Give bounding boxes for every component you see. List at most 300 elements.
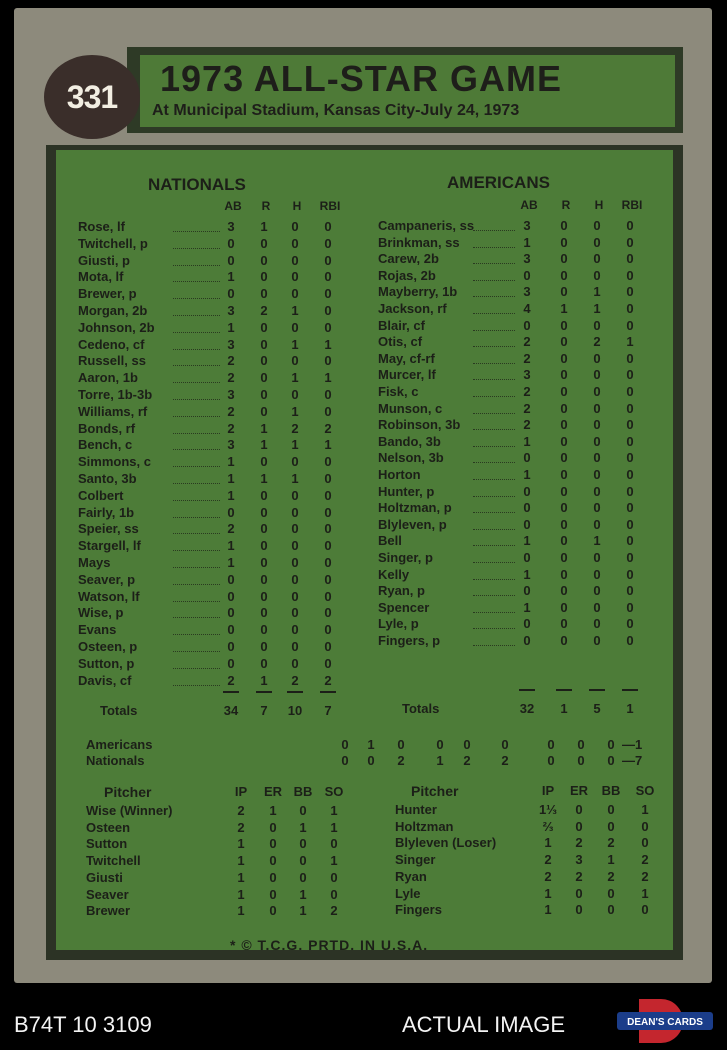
stat-cell: 1: [227, 269, 235, 285]
pitching-cell: 2: [575, 835, 583, 851]
leader-dots: [473, 579, 515, 580]
stat-cell: 0: [560, 583, 568, 599]
pitcher-name: Fingers: [395, 902, 442, 918]
stat-cell: 0: [626, 566, 634, 582]
pitching-cell: 1: [299, 819, 307, 835]
leader-dots: [473, 496, 515, 497]
stat-cell: 0: [324, 235, 332, 251]
nationals-header: NATIONALS: [148, 175, 246, 194]
stat-cell: 0: [227, 286, 235, 302]
stat-cell: 0: [523, 583, 531, 599]
stat-cell: 0: [626, 583, 634, 599]
stat-cell: 0: [260, 252, 268, 268]
pitcher-name: Ryan: [395, 868, 427, 884]
stat-cell: 0: [626, 284, 634, 300]
pitching-cell: 0: [299, 803, 307, 818]
batting-col-header: R: [561, 198, 571, 212]
stat-cell: 0: [260, 538, 268, 554]
leader-dots: [173, 298, 220, 299]
batter-name: Otis, cf: [378, 334, 423, 350]
total-cell: 10: [287, 703, 303, 718]
stat-cell: 0: [626, 500, 634, 516]
batter-name: Munson, c: [378, 400, 443, 416]
leader-dots: [473, 363, 515, 364]
batter-name: Kelly: [378, 566, 410, 582]
stat-cell: 0: [291, 252, 299, 268]
stat-cell: 3: [523, 218, 531, 233]
stat-cell: 0: [291, 504, 299, 520]
pitcher-name: Holtzman: [395, 818, 454, 834]
stat-cell: 0: [324, 588, 332, 604]
stat-cell: 0: [626, 400, 634, 416]
stat-cell: 0: [260, 319, 268, 335]
pitching-cell: 0: [575, 902, 583, 918]
batter-name: Holtzman, p: [378, 500, 452, 516]
stat-cell: 1: [260, 672, 268, 688]
stat-cell: 0: [260, 235, 268, 251]
stat-cell: 1: [227, 538, 235, 554]
batter-name: Blair, cf: [378, 317, 425, 333]
pitching-cell: 0: [575, 818, 583, 834]
stat-cell: 3: [227, 219, 235, 234]
stat-cell: 0: [560, 251, 568, 267]
leader-dots: [473, 413, 515, 414]
stat-cell: 3: [227, 387, 235, 402]
stat-cell: 2: [227, 370, 235, 386]
stat-cell: 0: [593, 616, 601, 632]
leader-dots: [473, 612, 515, 613]
leader-dots: [173, 483, 220, 484]
inning-cell: 2: [501, 753, 509, 768]
leader-dots: [173, 685, 220, 686]
stat-cell: 0: [593, 599, 601, 615]
batting-col-header: AB: [520, 198, 538, 212]
stat-cell: 2: [523, 334, 531, 350]
linescore-final: —1: [622, 737, 643, 752]
pitching-cell: ⅔: [542, 818, 554, 834]
batter-name: Evans: [78, 622, 117, 638]
stat-cell: 3: [227, 336, 235, 352]
stat-cell: 0: [560, 218, 568, 233]
pitching-cell: 0: [607, 885, 615, 901]
batter-name: Fairly, 1b: [78, 504, 135, 520]
stat-cell: 0: [523, 483, 531, 499]
stat-cell: 0: [626, 384, 634, 399]
stat-cell: 0: [560, 633, 568, 648]
stat-cell: 0: [560, 417, 568, 433]
total-cell: 5: [593, 701, 601, 716]
stat-cell: 0: [593, 417, 601, 433]
batting-col-header: RBI: [621, 198, 643, 212]
pitching-cell: 1: [237, 853, 245, 869]
stat-cell: 2: [593, 334, 601, 350]
stat-cell: 0: [260, 521, 268, 537]
stat-cell: 1: [260, 219, 268, 234]
pitching-cell: 3: [575, 852, 583, 868]
leader-dots: [473, 429, 515, 430]
inning-cell: 0: [607, 753, 615, 768]
stat-cell: 0: [260, 269, 268, 285]
batter-name: Fingers, p: [378, 633, 441, 648]
stat-cell: 0: [227, 639, 235, 654]
pitching-cell: 0: [330, 886, 338, 902]
inning-cell: 0: [501, 737, 509, 752]
leader-dots: [173, 500, 220, 501]
batter-name: Campaneris, ss: [378, 218, 475, 233]
stat-cell: 0: [324, 538, 332, 554]
pitching-cell: 0: [330, 869, 338, 885]
stat-cell: 0: [626, 234, 634, 250]
stat-cell: 1: [593, 284, 601, 300]
leader-dots: [173, 668, 220, 669]
stat-cell: 0: [523, 450, 531, 466]
stat-cell: 0: [260, 370, 268, 386]
stat-cell: 1: [227, 454, 235, 470]
stat-cell: 0: [626, 317, 634, 333]
stat-cell: 0: [260, 639, 268, 654]
leader-dots: [173, 365, 220, 366]
stat-cell: 0: [227, 655, 235, 671]
stat-cell: 0: [291, 387, 299, 402]
stat-cell: 2: [291, 672, 299, 688]
stat-cell: 3: [523, 284, 531, 300]
pitching-cell: 0: [269, 836, 277, 852]
pitching-cell: 0: [330, 836, 338, 852]
leader-dots: [473, 280, 515, 281]
stat-cell: 1: [523, 467, 531, 482]
stat-cell: 2: [227, 403, 235, 419]
leader-dots: [173, 601, 220, 602]
total-cell: 7: [260, 703, 268, 718]
pitcher-header: Pitcher: [411, 783, 459, 799]
stat-cell: 0: [291, 655, 299, 671]
pitching-cell: 0: [299, 836, 307, 852]
stat-cell: 3: [227, 303, 235, 318]
pitching-cell: 1: [330, 819, 338, 835]
pitching-cell: 2: [237, 803, 245, 818]
leader-dots: [473, 645, 515, 646]
stat-cell: 3: [227, 437, 235, 453]
stat-cell: 0: [227, 571, 235, 587]
stat-cell: 2: [227, 521, 235, 537]
batter-name: Russell, ss: [78, 353, 146, 369]
leader-dots: [473, 230, 515, 231]
deans-cards-logo: [617, 997, 713, 1045]
linescore-team: Nationals: [86, 753, 145, 768]
stat-cell: 1: [324, 370, 332, 386]
pitching-cell: 0: [269, 853, 277, 869]
stat-cell: 1: [324, 437, 332, 453]
stat-cell: 0: [260, 655, 268, 671]
pitching-cell: 2: [330, 903, 338, 919]
inning-cell: 0: [577, 753, 585, 768]
pitching-cell: 0: [575, 885, 583, 901]
pitching-cell: 2: [641, 868, 649, 884]
inning-cell: 0: [577, 737, 585, 752]
batter-name: Davis, cf: [78, 672, 132, 688]
stat-cell: 0: [291, 622, 299, 638]
stat-cell: 0: [227, 605, 235, 621]
stat-cell: 0: [324, 655, 332, 671]
stat-cell: 1: [291, 403, 299, 419]
batter-name: Simmons, c: [78, 454, 151, 470]
stat-cell: 0: [260, 403, 268, 419]
batter-name: Blyleven, p: [378, 516, 447, 532]
pitching-cell: 1: [544, 885, 552, 901]
stat-cell: 0: [560, 550, 568, 565]
stat-cell: 0: [523, 317, 531, 333]
stat-cell: 0: [626, 599, 634, 615]
pitching-col-header: IP: [541, 783, 555, 798]
batter-name: Ryan, p: [378, 583, 425, 599]
stat-cell: 1: [260, 420, 268, 436]
inventory-code: B74T 10 3109: [14, 1012, 152, 1037]
batter-name: Cedeno, cf: [78, 336, 145, 352]
stat-cell: 2: [523, 400, 531, 416]
totals-label: Totals: [402, 701, 440, 716]
totals-rule: [622, 689, 638, 691]
stat-cell: 1: [523, 234, 531, 250]
stat-cell: 2: [324, 420, 332, 436]
leader-dots: [473, 545, 515, 546]
stat-cell: 0: [324, 403, 332, 419]
stat-cell: 2: [523, 350, 531, 366]
pitching-cell: 1: [607, 852, 615, 868]
inning-cell: 0: [607, 737, 615, 752]
stat-cell: 0: [260, 622, 268, 638]
totals-label: Totals: [100, 703, 138, 718]
batting-col-header: R: [261, 199, 271, 213]
inning-cell: 0: [547, 753, 555, 768]
batter-name: Wise, p: [78, 605, 124, 621]
stat-cell: 0: [324, 269, 332, 285]
pitching-cell: 1: [544, 902, 552, 918]
pitcher-name: Hunter: [395, 802, 437, 817]
leader-dots: [173, 517, 220, 518]
batter-name: Rose, lf: [78, 219, 125, 234]
stat-cell: 0: [593, 550, 601, 565]
pitching-cell: 1: [330, 803, 338, 818]
stat-cell: 1: [291, 437, 299, 453]
batter-name: Bonds, rf: [78, 420, 136, 436]
leader-dots: [173, 332, 220, 333]
stat-cell: 0: [523, 550, 531, 565]
leader-dots: [473, 529, 515, 530]
batter-name: Aaron, 1b: [78, 370, 138, 386]
stat-cell: 0: [523, 633, 531, 648]
batter-name: Singer, p: [378, 550, 433, 565]
stat-cell: 0: [593, 218, 601, 233]
pitching-cell: 1: [299, 886, 307, 902]
pitching-cell: 0: [641, 902, 649, 918]
stat-cell: 2: [227, 672, 235, 688]
stat-cell: 0: [324, 487, 332, 503]
stat-cell: 0: [324, 252, 332, 268]
leader-dots: [473, 512, 515, 513]
leader-dots: [173, 231, 220, 232]
total-cell: 1: [560, 701, 568, 716]
stat-cell: 1: [523, 533, 531, 549]
batter-name: Hunter, p: [378, 483, 435, 499]
stat-cell: 0: [593, 433, 601, 449]
pitching-col-header: SO: [324, 784, 344, 799]
stat-cell: 0: [560, 350, 568, 366]
leader-dots: [173, 416, 220, 417]
stat-cell: 1: [324, 336, 332, 352]
stat-cell: 0: [291, 487, 299, 503]
pitching-cell: 2: [641, 852, 649, 868]
stat-cell: 0: [560, 483, 568, 499]
pitching-cell: 1: [641, 885, 649, 901]
leader-dots: [473, 462, 515, 463]
pitching-cell: 1⅓: [538, 802, 558, 817]
stat-cell: 0: [593, 234, 601, 250]
leader-dots: [473, 296, 515, 297]
stat-cell: 1: [291, 336, 299, 352]
leader-dots: [173, 634, 220, 635]
card-number: 331: [44, 55, 140, 139]
totals-rule: [320, 691, 336, 693]
pitching-cell: 0: [641, 835, 649, 851]
stat-cell: 0: [291, 521, 299, 537]
batter-name: Morgan, 2b: [78, 303, 148, 318]
totals-rule: [519, 689, 535, 691]
pitching-cell: 2: [607, 835, 615, 851]
stat-cell: 0: [291, 588, 299, 604]
stat-cell: 0: [291, 319, 299, 335]
batter-name: Mayberry, 1b: [378, 284, 458, 300]
stat-cell: 0: [291, 235, 299, 251]
pitching-cell: 2: [575, 868, 583, 884]
stat-cell: 1: [227, 487, 235, 503]
pitching-cell: 0: [607, 802, 615, 817]
stat-cell: 2: [227, 420, 235, 436]
stat-cell: 0: [260, 504, 268, 520]
stat-cell: 0: [523, 616, 531, 632]
stat-cell: 0: [324, 219, 332, 234]
stat-cell: 0: [324, 622, 332, 638]
stat-cell: 0: [593, 583, 601, 599]
stat-cell: 1: [227, 471, 235, 486]
stat-cell: 0: [324, 504, 332, 520]
stat-cell: 0: [626, 483, 634, 499]
batter-name: Williams, rf: [78, 403, 148, 419]
batter-name: Bench, c: [78, 437, 133, 453]
stat-cell: 0: [291, 269, 299, 285]
stat-cell: 0: [260, 286, 268, 302]
actual-image-label: ACTUAL IMAGE: [402, 1012, 565, 1037]
leader-dots: [473, 595, 515, 596]
batter-name: Nelson, 3b: [378, 450, 444, 466]
stat-cell: 0: [560, 516, 568, 532]
stat-cell: 1: [260, 471, 268, 486]
pitching-cell: 0: [575, 802, 583, 817]
stat-cell: 0: [324, 303, 332, 318]
leader-dots: [473, 379, 515, 380]
stat-cell: 3: [523, 251, 531, 267]
stat-cell: 0: [593, 483, 601, 499]
stat-cell: 0: [593, 516, 601, 532]
leader-dots: [173, 617, 220, 618]
stat-cell: 0: [227, 622, 235, 638]
stat-cell: 4: [523, 301, 531, 316]
leader-dots: [473, 263, 515, 264]
batter-name: Stargell, lf: [78, 538, 141, 554]
stat-cell: 0: [626, 417, 634, 433]
pitcher-name: Twitchell: [86, 853, 141, 869]
stat-cell: 0: [324, 319, 332, 335]
leader-dots: [173, 533, 220, 534]
batter-name: May, cf-rf: [378, 350, 435, 366]
linescore-final: —7: [622, 753, 643, 768]
total-cell: 7: [324, 703, 332, 718]
batter-name: Spencer: [378, 599, 430, 615]
batter-name: Osteen, p: [78, 639, 138, 654]
stat-cell: 0: [593, 566, 601, 582]
batter-name: Mays: [78, 555, 111, 570]
batting-col-header: AB: [224, 199, 242, 213]
pitching-cell: 0: [299, 869, 307, 885]
stat-cell: 0: [560, 616, 568, 632]
stat-cell: 1: [593, 301, 601, 316]
stat-cell: 0: [560, 267, 568, 283]
inning-cell: 0: [436, 737, 444, 752]
leader-dots: [173, 349, 220, 350]
leader-dots: [473, 562, 515, 563]
stat-cell: 0: [560, 334, 568, 350]
pitching-cell: 2: [237, 819, 245, 835]
stat-cell: 0: [593, 251, 601, 267]
batter-name: Horton: [378, 467, 421, 482]
stat-cell: 0: [626, 433, 634, 449]
card-title: 1973 ALL-STAR GAME: [160, 58, 563, 99]
pitching-col-header: BB: [293, 784, 313, 799]
batter-name: Mota, lf: [78, 269, 124, 285]
stat-cell: 0: [260, 336, 268, 352]
leader-dots: [173, 550, 220, 551]
stat-cell: 0: [593, 267, 601, 283]
stat-cell: 0: [523, 500, 531, 516]
stat-cell: 0: [626, 218, 634, 233]
stat-cell: 0: [626, 550, 634, 565]
inning-cell: 0: [341, 737, 349, 752]
batter-name: Speier, ss: [78, 521, 139, 537]
pitching-cell: 2: [544, 868, 552, 884]
leader-dots: [473, 628, 515, 629]
stat-cell: 0: [260, 588, 268, 604]
stat-cell: 0: [560, 284, 568, 300]
stat-cell: 0: [560, 317, 568, 333]
stat-cell: 1: [227, 319, 235, 335]
stat-cell: 0: [626, 633, 634, 648]
stat-cell: 0: [626, 267, 634, 283]
totals-rule: [287, 691, 303, 693]
leader-dots: [173, 433, 220, 434]
leader-dots: [473, 479, 515, 480]
stat-cell: 0: [560, 533, 568, 549]
batter-name: Giusti, p: [78, 252, 130, 268]
stat-cell: 0: [324, 521, 332, 537]
stat-cell: 0: [324, 639, 332, 654]
stat-cell: 0: [291, 571, 299, 587]
stat-cell: 0: [260, 487, 268, 503]
pitching-cell: 1: [544, 835, 552, 851]
inning-cell: 0: [397, 737, 405, 752]
stat-cell: 1: [291, 370, 299, 386]
pitching-cell: 1: [237, 903, 245, 919]
leader-dots: [473, 330, 515, 331]
stat-cell: 0: [626, 516, 634, 532]
